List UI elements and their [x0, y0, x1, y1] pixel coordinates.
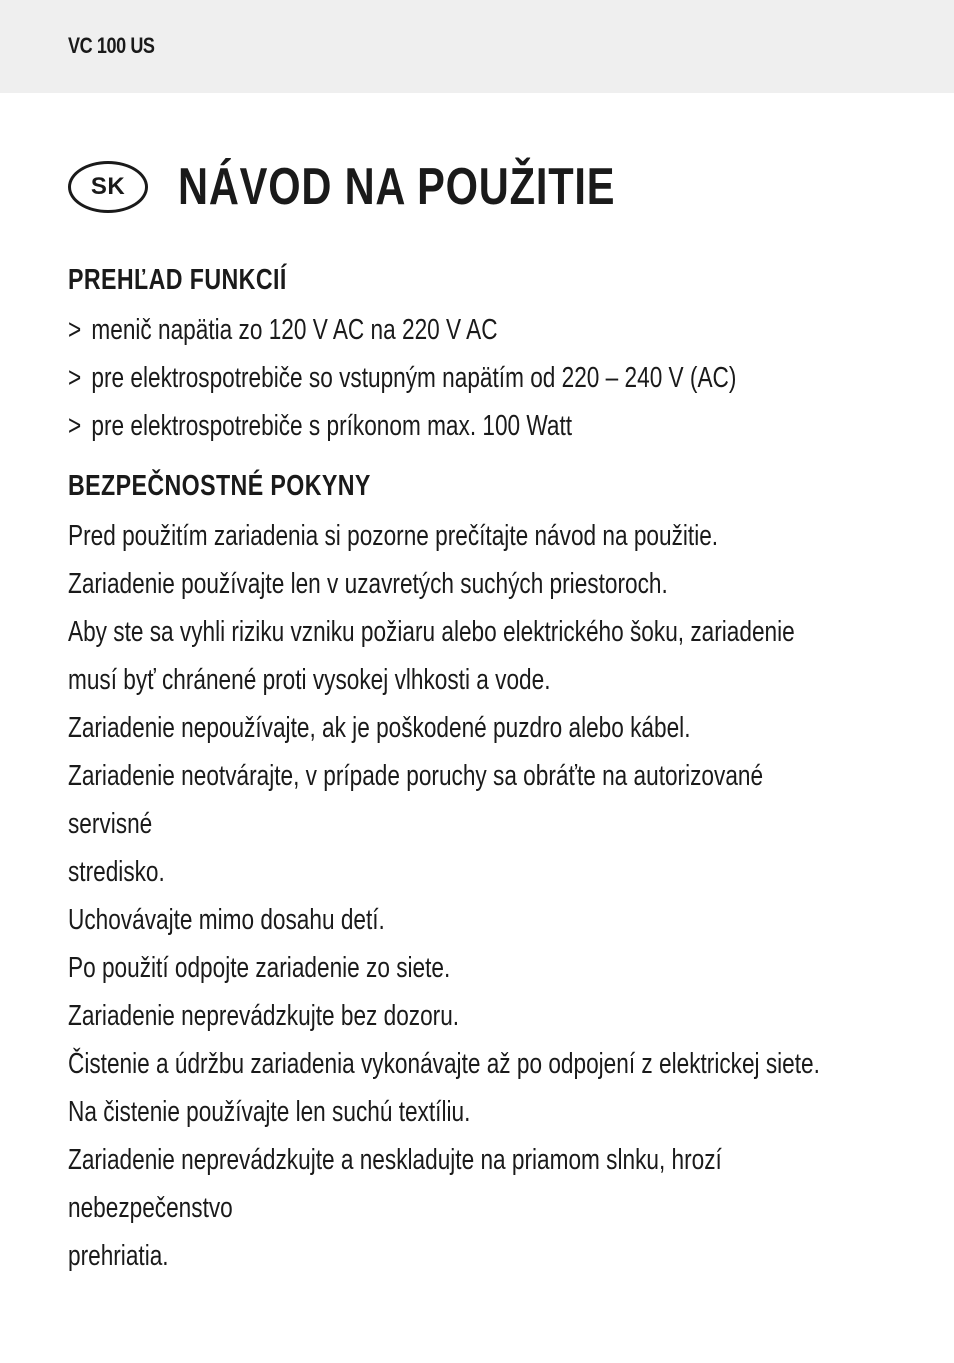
- safety-line: nebezpečenstvo: [68, 1192, 233, 1224]
- page-title: NÁVOD NA POUŽITIE: [178, 158, 616, 216]
- safety-line: Zariadenie neprevádzkujte bez dozoru.: [68, 1000, 460, 1032]
- model-code: VC 100 US: [68, 33, 155, 58]
- bullet-marker: >: [68, 362, 82, 394]
- feature-item: [68, 410, 572, 443]
- feature-item-text: menič napätia zo 120 V AC na 220 V AC: [91, 314, 498, 346]
- safety-line: Zariadenie nepoužívajte, ak je poškodené puzdro alebo kábel.: [68, 712, 691, 744]
- features-heading: PREHĽAD FUNKCIÍ: [68, 264, 287, 296]
- safety-line: servisné: [68, 808, 153, 840]
- feature-item: [68, 362, 736, 395]
- safety-line: stredisko.: [68, 856, 165, 888]
- safety-line: Pred použitím zariadenia si pozorne prečítajte návod na použitie.: [68, 520, 719, 552]
- safety-line: musí byť chránené proti vysokej vlhkosti a vode.: [68, 664, 551, 696]
- safety-line: Zariadenie neotvárajte, v prípade poruchy sa obráťte na autorizované: [68, 760, 764, 792]
- safety-line: Uchovávajte mimo dosahu detí.: [68, 904, 385, 936]
- feature-item-text: pre elektrospotrebiče so vstupným napätím od 220 – 240 V (AC): [91, 362, 737, 394]
- safety-line: Po použití odpojte zariadenie zo siete.: [68, 952, 451, 984]
- safety-line: Zariadenie neprevádzkujte a neskladujte na priamom slnku, hrozí: [68, 1144, 722, 1176]
- language-badge: SK: [68, 161, 148, 213]
- safety-line: Zariadenie používajte len v uzavretých suchých priestoroch.: [68, 568, 668, 600]
- safety-line: prehriatia.: [68, 1240, 169, 1272]
- safety-heading: BEZPEČNOSTNÉ POKYNY: [68, 470, 371, 502]
- safety-line: Na čistenie používajte len suchú textíliu.: [68, 1096, 471, 1128]
- title-row: [68, 155, 725, 219]
- feature-item: [68, 314, 498, 347]
- safety-line: Čistenie a údržbu zariadenia vykonávajte až po odpojení z elektrickej siete.: [68, 1048, 820, 1080]
- safety-line: Aby ste sa vyhli riziku vzniku požiaru alebo elektrického šoku, zariadenie: [68, 616, 795, 648]
- feature-item-text: pre elektrospotrebiče s príkonom max. 100 Watt: [91, 410, 573, 442]
- bullet-marker: >: [68, 314, 82, 346]
- bullet-marker: >: [68, 410, 82, 442]
- header-band: [0, 0, 954, 93]
